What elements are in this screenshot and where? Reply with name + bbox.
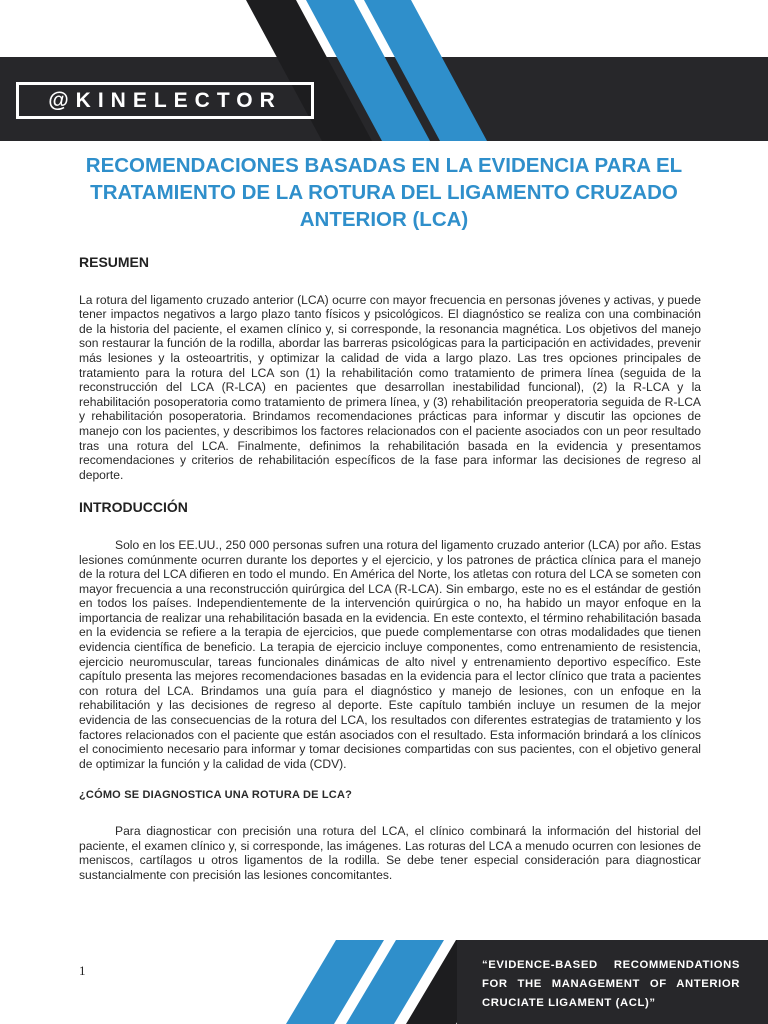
citation-year: 2019) <box>720 33 752 47</box>
document-title: RECOMENDACIONES BASADAS EN LA EVIDENCIA PARA EL TRATAMIENTO DE LA ROTURA DEL LIGAMENTO CRUZADO ANTERIOR (LCA) <box>85 154 683 231</box>
section-introduccion <box>79 500 701 771</box>
paragraph-diagnostico: Para diagnosticar con precisión una rotura del LCA, el clínico combinará la información del historial del paciente, el examen clínico y, si corresponde, las imágenes. Las roturas del LCA a menudo ocurren con lesiones de meniscos, cartílagos u otros ligamentos de la rodilla. Se debe tener especial consideración para diagnosticar sustancialmente con precisión las lesiones concomitantes. <box>79 824 701 882</box>
section-diagnostico <box>79 788 701 882</box>
brand-name: @KINELECTOR <box>48 88 282 112</box>
paragraph-introduccion: Solo en los EE.UU., 250 000 personas sufren una rotura del ligamento cruzado anterior (LCA) por año. Estas lesiones comúnmente ocurren durante los deportes y el ejercicio, y los patrones de práctica clínica para el manejo de la rotura del LCA difieren en todo el mundo. En América del Norte, los atletas con rotura del LCA se someten con mayor frecuencia a una reconstrucción quirúrgica del LCA (R-LCA). Sin embargo, este no es el estándar de gestión en todos los países. Independientemente de la intervención quirúrgica o no, ha habido un mayor enfoque en la importancia de realizar una rehabilitación basada en la evidencia. En este contexto, el término rehabilitación basada en la evidencia se refiere a la terapia de ejercicios, que puede complementarse con otras modalidades que tienen evidencia científica de beneficio. La terapia de ejercicio incluye componentes, como entrenamiento de resistencia, ejercicio neuromuscular, tareas funcionales dinámicas de alto nivel y entrenamiento deportivo específico. Este capítulo presenta las mejores recomendaciones basadas en la evidencia para el lector clínico que trata a pacientes con rotura del LCA. Brindamos una guía para el diagnóstico y manejo de lesiones, con un enfoque en la rehabilitación y las decisiones de regreso al deporte. Este capítulo también incluye un resumen de la mejor evidencia de las consecuencias de la rotura del LCA, los resultados con diferentes estrategias de tratamiento y los factores relacionados con el paciente que están asociados con el resultado. Esta información brindará a los clínicos el conocimiento necesario para informar y tomar decisiones compartidas con sus pacientes, con el objetivo general de optimizar la función y la calidad de vida (CDV). <box>79 537 701 771</box>
citation-authors: (Stephanie R. Filbay, Hege Grindem. <box>512 33 717 47</box>
footer-quote: “EVIDENCE-BASED RECOMMENDATIONS FOR THE MANAGEMENT OF ANTERIOR CRUCIATE LIGAMENT (ACL)” <box>482 959 740 1009</box>
section-resumen <box>79 255 701 482</box>
heading-resumen: RESUMEN <box>79 254 150 270</box>
heading-introduccion: INTRODUCCIÓN <box>79 499 188 516</box>
citation <box>513 33 753 47</box>
document-body <box>79 255 701 882</box>
paragraph-resumen: La rotura del ligamento cruzado anterior (LCA) ocurre con mayor frecuencia en personas jóvenes y activas, y puede tener impactos negativos a largo plazo tanto físicos y psicológicos. El diagnóstico se realiza con una combinación de la historia del paciente, el examen clínico y, si corresponde, la resonancia magnética. Los objetivos del manejo son restaurar la función de la rodilla, abordar las barreras psicológicas para la participación en actividades, prevenir más lesiones y la osteoartritis, y optimizar la calidad de vida a largo plazo. Las tres opciones principales de tratamiento para la rotura del LCA son (1) la rehabilitación como tratamiento de primera línea (seguida de la reconstrucción del LCA (R-LCA) en pacientes que desarrollan inestabilidad funcional), (2) la R-LCA y la rehabilitación posoperatoria como tratamiento de primera línea, y (3) rehabilitación preoperatoria seguida de R-LCA y rehabilitación posoperatoria. Brindamos recomendaciones prácticas para informar y discutir las opciones de manejo con los pacientes, y describimos los factores relacionados con el paciente asociados con un peor resultado tras una rotura del LCA. Finalmente, definimos la rehabilitación basada en la evidencia y presentamos recomendaciones y criterios de rehabilitación específicos de la fase para informar las decisiones de regreso al deporte. <box>79 292 701 482</box>
brand-logo-box <box>16 82 314 119</box>
page-number: 1 <box>79 963 86 978</box>
heading-diagnostico: ¿CÓMO SE DIAGNOSTICA UNA ROTURA DE LCA? <box>79 789 353 802</box>
